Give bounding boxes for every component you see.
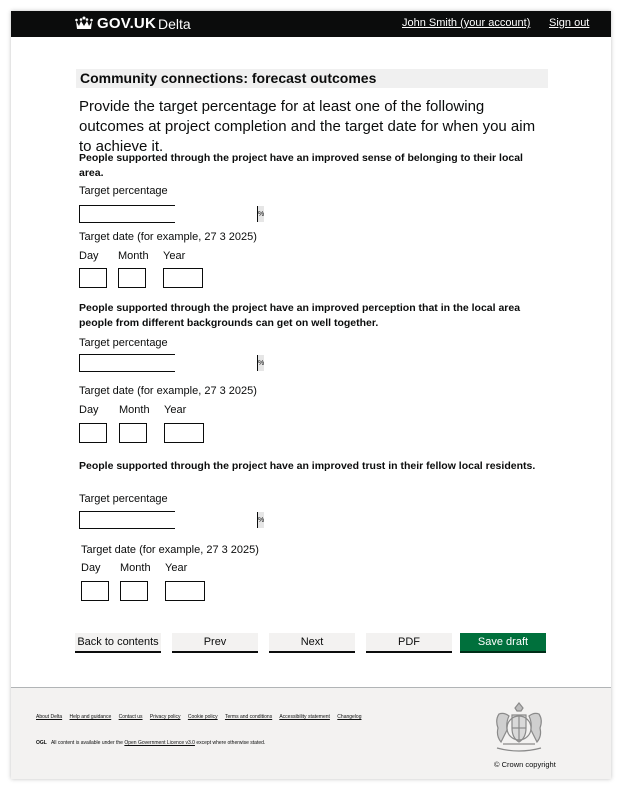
footer-link-changelog[interactable]: Changelog [337,714,362,720]
month-label-3: Month [120,562,151,574]
section-title: Community connections: forecast outcomes [76,69,548,88]
footer-link-help[interactable]: Help and guidance [69,714,112,720]
day-input-2[interactable] [79,423,107,443]
footer-link-cookies[interactable]: Cookie policy [187,714,218,720]
year-label-3: Year [165,562,188,574]
footer-links [36,714,367,720]
footer-link-terms[interactable]: Terms and conditions [224,714,273,720]
crown-copyright[interactable]: © Crown copyright [494,760,556,769]
pdf-button[interactable]: PDF [366,633,452,651]
month-label-1: Month [118,250,149,262]
ogl-label: OGL [36,740,47,746]
next-button[interactable]: Next [269,633,355,651]
year-input-1[interactable] [163,268,203,288]
target-percentage-field-3 [79,511,265,529]
save-draft-button[interactable]: Save draft [460,633,546,651]
day-label-2: Day [79,404,99,416]
target-percentage-label-2: Target percentage [79,337,168,349]
day-label-1: Day [79,250,99,262]
royal-coat-of-arms-icon [489,700,549,756]
outcome-question-3: People supported through the project have an improved trust in their fellow local residents. [79,460,536,472]
govuk-logo-text[interactable]: GOV.UK [97,15,156,32]
month-label-2: Month [119,404,150,416]
back-to-contents-button[interactable]: Back to contents [75,633,161,651]
month-input-3[interactable] [120,581,148,601]
footer-link-about[interactable]: About Delta [36,714,63,720]
sign-out-link[interactable]: Sign out [549,17,590,29]
crown-icon [75,16,93,31]
licence-suffix: except where otherwise stated. [196,740,266,746]
site-footer [11,687,611,779]
year-input-3[interactable] [165,581,205,601]
page-frame [11,11,611,779]
target-percentage-input-3[interactable] [80,512,258,528]
licence-link[interactable]: Open Government Licence v3.0 [124,740,195,746]
year-input-2[interactable] [164,423,204,443]
target-date-label-2: Target date (for example, 27 3 2025) [79,385,257,397]
licence-statement [36,740,265,746]
target-percentage-label-1: Target percentage [79,185,168,197]
target-percentage-input-2[interactable] [80,355,258,371]
outcome-question-1: People supported through the project have an improved sense of belonging to their local area. [79,152,523,179]
target-percentage-input-1[interactable] [80,206,258,222]
target-percentage-label-3: Target percentage [79,493,168,505]
month-input-2[interactable] [119,423,147,443]
percent-suffix: % [258,512,264,528]
year-label-2: Year [164,404,187,416]
target-date-label-1: Target date (for example, 27 3 2025) [79,231,257,243]
site-header [11,11,611,37]
prev-button[interactable]: Prev [172,633,258,651]
account-link[interactable]: John Smith (your account) [402,17,531,29]
day-input-3[interactable] [81,581,109,601]
percent-suffix: % [258,355,264,371]
target-date-label-3: Target date (for example, 27 3 2025) [81,544,259,556]
outcome-question-2: People supported through the project have an improved perception that in the local area people from different backgrounds can get on well together. [79,302,521,329]
day-input-1[interactable] [79,268,107,288]
footer-link-contact[interactable]: Contact us [118,714,143,720]
licence-prefix: All content is available under the [50,740,123,746]
percent-suffix: % [258,206,264,222]
footer-link-privacy[interactable]: Privacy policy [149,714,181,720]
lead-paragraph: Provide the target percentage for at least one of the following outcomes at project completion and the target date for when you aim to achieve it. [79,98,536,155]
month-input-1[interactable] [118,268,146,288]
target-percentage-field-1 [79,205,265,223]
footer-link-accessibility[interactable]: Accessibility statement [279,714,330,720]
day-label-3: Day [81,562,101,574]
service-name[interactable]: Delta [158,16,191,32]
target-percentage-field-2 [79,354,265,372]
year-label-1: Year [163,250,186,262]
